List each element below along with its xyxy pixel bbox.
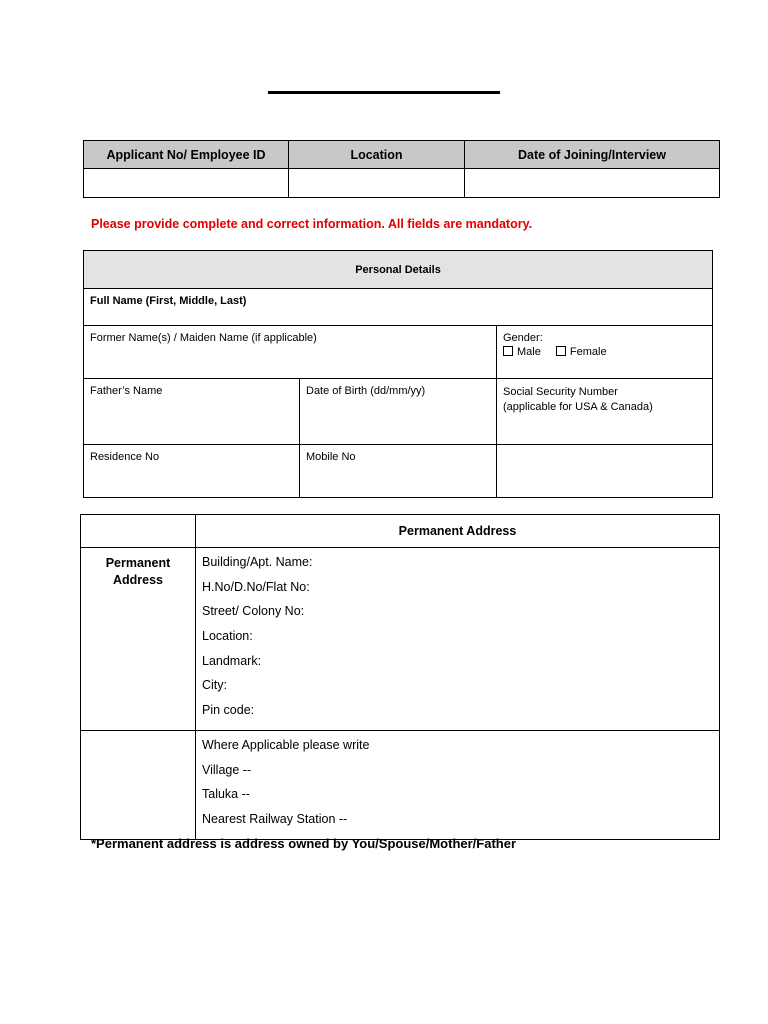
location-label: Location: [202,629,253,644]
location-field[interactable] [289,169,465,198]
extra-side-blank [81,730,196,839]
former-name-field[interactable] [84,326,497,379]
railway-station-label: Nearest Railway Station -- [202,811,348,826]
applicant-info-table [83,140,720,198]
extra-address-fields[interactable] [196,730,720,839]
village-label: Village -- [202,762,252,777]
title-underline [268,91,500,94]
mandatory-notice: Please provide complete and correct information. All fields are mandatory. [91,217,533,231]
empty-field [497,445,713,498]
date-of-joining-header: Date of Joining/Interview [465,141,720,169]
address-fields[interactable] [196,548,720,731]
gender-option-male[interactable] [503,346,541,358]
father-name-field[interactable] [84,379,300,445]
gender-label: Gender: [503,332,543,344]
permanent-address-footnote: *Permanent address is address owned by You/Spouse/Mother/Father [91,836,517,851]
dob-label: Date of Birth (dd/mm/yy) [306,385,426,397]
where-applicable-label: Where Applicable please write [202,737,370,752]
ssn-field[interactable] [497,379,713,445]
gender-option-female[interactable] [556,346,607,358]
landmark-label: Landmark: [202,653,262,668]
taluka-label: Taluka -- [202,787,250,802]
full-name-label: Full Name (First, Middle, Last) [90,295,247,307]
house-no-label: H.No/D.No/Flat No: [202,579,310,594]
side-label-line2: Address [112,573,164,587]
permanent-address-table [80,514,720,840]
residence-no-label: Residence No [90,451,160,463]
personal-details-title: Personal Details [84,251,713,289]
personal-details-table [83,250,713,498]
location-header: Location [289,141,465,169]
permanent-address-title: Permanent Address [196,515,720,548]
residence-no-field[interactable] [84,445,300,498]
female-label: Female [569,346,607,358]
male-checkbox[interactable] [503,346,513,356]
building-label: Building/Apt. Name: [202,555,313,569]
dob-field[interactable] [300,379,497,445]
full-name-field[interactable] [84,289,713,326]
applicant-no-field[interactable] [84,169,289,198]
mobile-no-field[interactable] [300,445,497,498]
address-header-blank [81,515,196,548]
father-name-label: Father’s Name [90,385,163,397]
city-label: City: [202,678,227,693]
male-label: Male [517,346,541,358]
gender-field [497,326,713,379]
ssn-label: Social Security Number [503,386,618,398]
ssn-note: (applicable for USA & Canada) [503,401,653,413]
female-checkbox[interactable] [556,346,566,356]
permanent-address-side-label [81,548,196,731]
mobile-no-label: Mobile No [306,451,356,463]
applicant-no-header: Applicant No/ Employee ID [84,141,289,169]
pin-code-label: Pin code: [202,703,255,718]
street-label: Street/ Colony No: [202,604,305,619]
former-name-label: Former Name(s) / Maiden Name (if applicable) [90,332,317,344]
date-of-joining-field[interactable] [465,169,720,198]
side-label-line1: Permanent [105,556,171,570]
